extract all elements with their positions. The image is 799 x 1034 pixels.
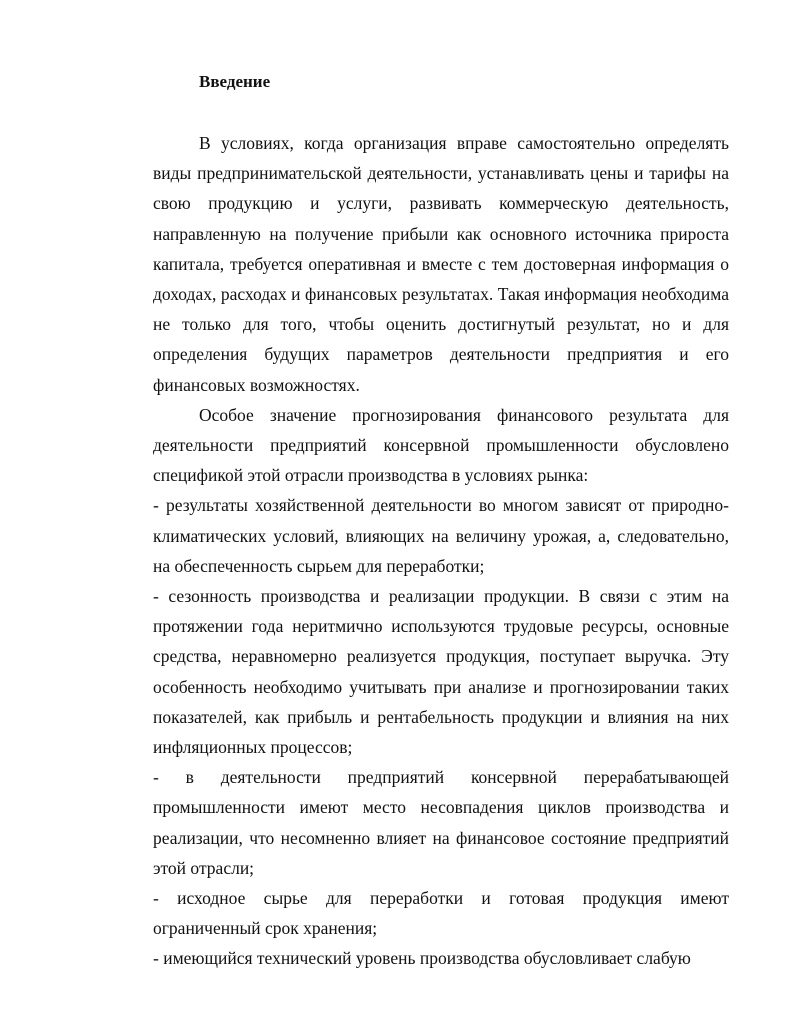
section-heading: Введение — [199, 72, 271, 91]
list-item: - в деятельности предприятий консервной перерабатывающей промышленности имеют место несовпадения циклов производства и реализации, что несомненно влияет на финансовое состояние предприятий этой отрасли; — [153, 767, 729, 878]
list-item: - имеющийся технический уровень производства обусловливает слабую — [153, 948, 691, 969]
paragraph: Особое значение прогнозирования финансового результата для деятельности предприятий консервной промышленности обусловлено спецификой этой отрасли производства в условиях рынка: — [153, 404, 729, 486]
list-item: - исходное сырье для переработки и готовая продукция имеют ограниченный срок хранения; — [153, 888, 729, 939]
list-item: - результаты хозяйственной деятельности во многом зависят от природно-климатических условий, влияющих на величину урожая, а, следовательно, на обеспеченность сырьем для переработки; — [153, 495, 729, 576]
list-item: - сезонность производства и реализации продукции. В связи с этим на протяжении года неритмично используются трудовые ресурсы, основные средства, неравномерно реализуется продукция, поступает выручка. Эту особенность необходимо учитывать при анализе и прогнозировании таких показателей, как прибыль и рентабельность продукции и влияния на них инфляционных процессов; — [153, 586, 729, 758]
body-text — [153, 128, 729, 974]
paragraph: В условиях, когда организация вправе самостоятельно определять виды предпринимательской деятельности, устанавливать цены и тарифы на свою продукцию и услуги, развивать коммерческую деятельность, направленную на получение прибыли как основного источника прироста капитала, требуется оперативная и вместе с тем достоверная информация о доходах, расходах и финансовых результатах. Такая информация необходима не только для того, чтобы оценить достигнутый результат, но и для определения будущих параметров деятельности предприятия и его финансовых возможностях. — [153, 133, 729, 395]
